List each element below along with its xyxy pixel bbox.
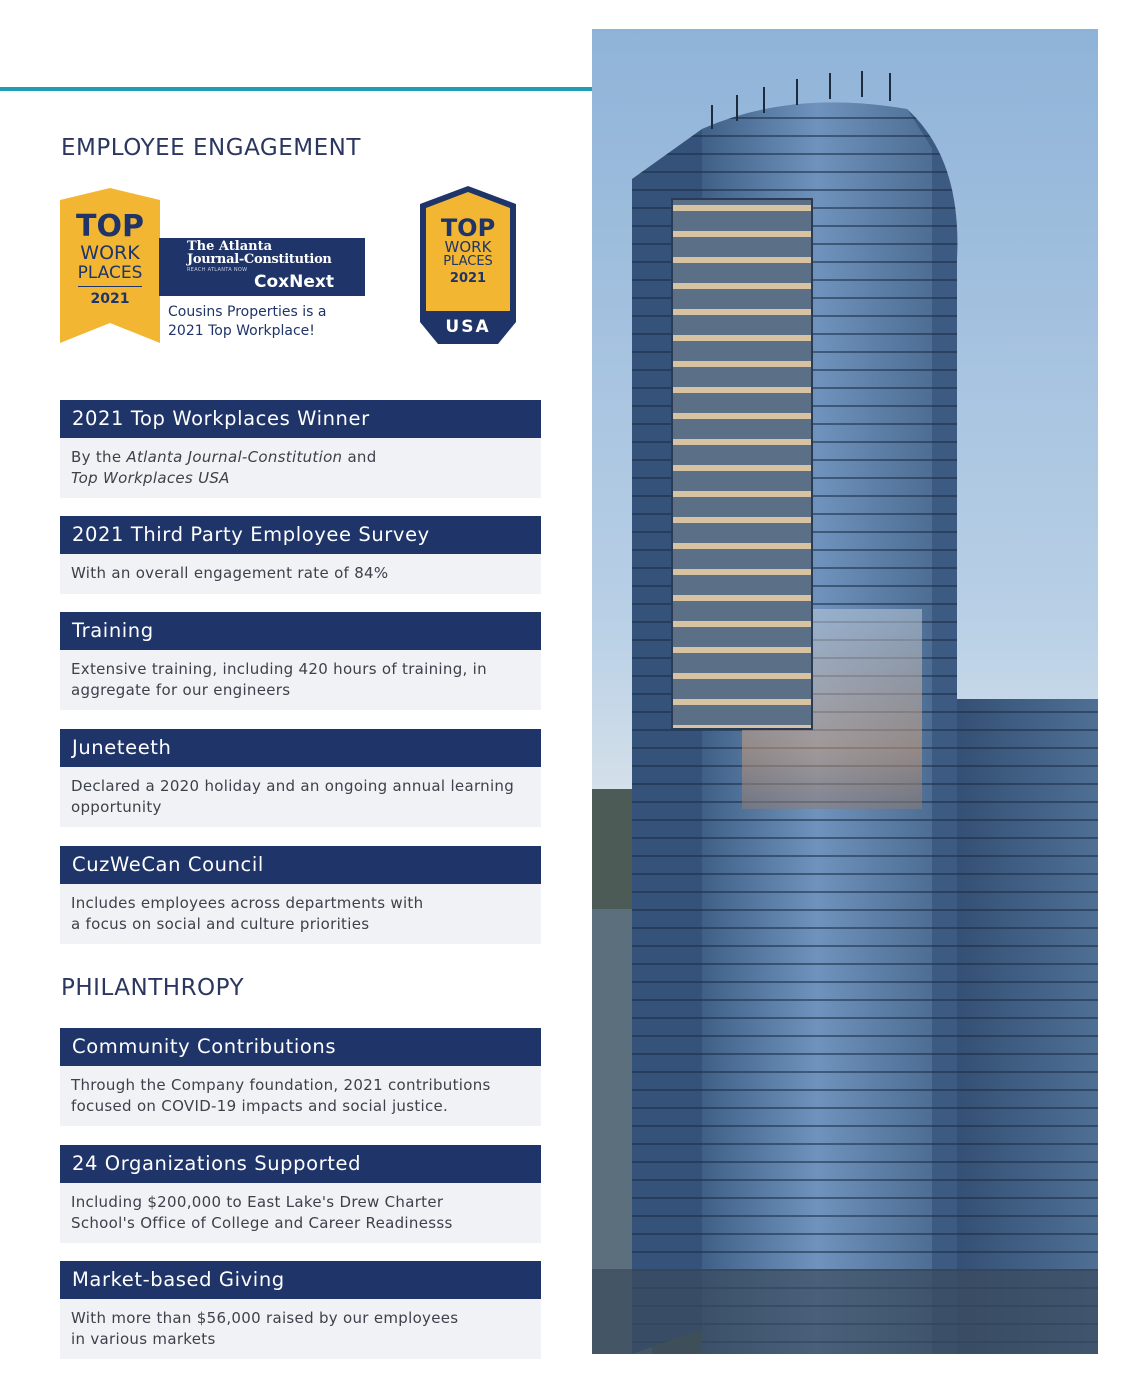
card-title: Juneteeth [60, 729, 541, 767]
usa-badge-year-text: 2021 [449, 271, 487, 286]
top-accent-rule [0, 87, 592, 91]
ribbon-divider [78, 286, 142, 287]
card-market-based-giving [60, 1261, 541, 1359]
ajc-logo-tagline: REACH ATLANTA NOW [187, 267, 248, 273]
card-body-text: and [342, 448, 377, 466]
ajc-coxnext-logo [159, 238, 365, 296]
card-body-line: With more than $56,000 raised by our employees [71, 1309, 459, 1327]
card-body [60, 650, 541, 710]
top-workplaces-usa-badge [420, 186, 516, 346]
card-title: 24 Organizations Supported [60, 1145, 541, 1183]
card-top-workplaces-winner [60, 400, 541, 498]
skyscraper-photo [592, 29, 1098, 1354]
badge-caption-line1: Cousins Properties is a [168, 304, 327, 320]
usa-badge-work-text: WORK [444, 238, 492, 256]
ribbon-top-text: TOP [76, 209, 144, 244]
card-body-line: Through the Company foundation, 2021 contributions [71, 1076, 491, 1094]
card-community-contributions [60, 1028, 541, 1126]
ajc-logo-line1: The Atlanta [187, 239, 273, 254]
ribbon-places-text: PLACES [77, 263, 143, 283]
card-juneteeth [60, 729, 541, 827]
card-training [60, 612, 541, 710]
coxnext-logo-text: CoxNext [254, 272, 334, 292]
building-illustration [592, 29, 1098, 1354]
usa-badge-country-text: USA [445, 317, 491, 337]
card-body: With an overall engagement rate of 84% [60, 554, 541, 594]
card-title: 2021 Top Workplaces Winner [60, 400, 541, 438]
card-body [60, 884, 541, 944]
card-body-emphasis: Atlanta Journal-Constitution [126, 448, 343, 466]
badge-caption-line2: 2021 Top Workplace! [168, 323, 315, 339]
card-title: CuzWeCan Council [60, 846, 541, 884]
card-employee-survey [60, 516, 541, 594]
card-body-emphasis: Top Workplaces USA [71, 469, 230, 487]
section-title-employee-engagement: EMPLOYEE ENGAGEMENT [61, 135, 361, 161]
card-body-line: focused on COVID-19 impacts and social justice. [71, 1097, 449, 1115]
ribbon-work-text: WORK [80, 242, 140, 264]
card-title: Community Contributions [60, 1028, 541, 1066]
ribbon-year-text: 2021 [90, 291, 130, 307]
card-body-line: School's Office of College and Career Readinesss [71, 1214, 453, 1232]
card-title: Training [60, 612, 541, 650]
card-body [60, 1066, 541, 1126]
card-body-line: in various markets [71, 1330, 216, 1348]
card-organizations-supported [60, 1145, 541, 1243]
card-body-line: Including $200,000 to East Lake's Drew Charter [71, 1193, 444, 1211]
card-body-line: a focus on social and culture priorities [71, 915, 370, 933]
card-body [60, 1299, 541, 1359]
usa-badge-places-text: PLACES [443, 254, 493, 269]
card-title: 2021 Third Party Employee Survey [60, 516, 541, 554]
section-title-philanthropy: PHILANTHROPY [61, 975, 245, 1001]
ajc-logo-line2: Journal-Constitution [187, 252, 332, 267]
card-body [60, 1183, 541, 1243]
usa-badge-top-text: TOP [440, 214, 496, 242]
card-body-line: Extensive training, including 420 hours of training, in [71, 660, 487, 678]
card-body-line: Includes employees across departments with [71, 894, 424, 912]
card-cuzwecan-council [60, 846, 541, 944]
card-body-line: aggregate for our engineers [71, 681, 291, 699]
card-body-line: Declared a 2020 holiday and an ongoing annual learning [71, 777, 515, 795]
card-body-text: By the [71, 448, 127, 466]
card-body [60, 767, 541, 827]
card-title: Market-based Giving [60, 1261, 541, 1299]
card-body [60, 438, 541, 498]
card-body-line: opportunity [71, 798, 162, 816]
ajc-top-workplaces-badge [60, 188, 370, 348]
